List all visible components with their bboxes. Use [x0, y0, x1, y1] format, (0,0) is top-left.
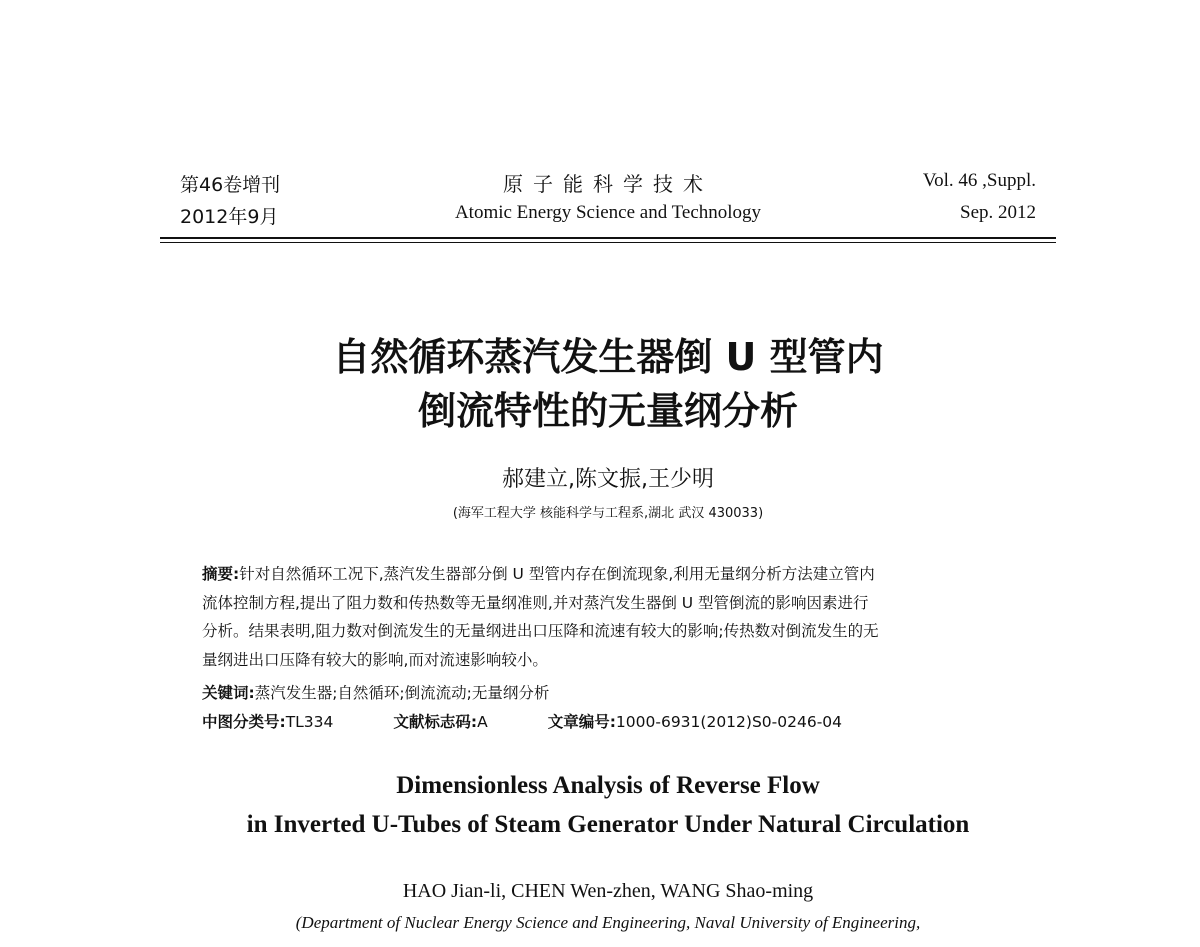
keywords-value: 蒸汽发生器;自然循环;倒流流动;无量纲分析: [254, 684, 550, 702]
volume-en: Vol. 46 ,Suppl.: [922, 170, 1036, 191]
abstract-line-1: [202, 560, 1014, 589]
abstract-label: 摘要:: [202, 565, 240, 583]
volume-cn: 第46卷增刊: [180, 174, 281, 196]
affiliation-cn: (海军工程大学 核能科学与工程系,湖北 武汉 430033): [452, 506, 764, 521]
authors-cn: 郝建立,陈文振,王少明: [502, 467, 714, 492]
date-cn: 2012年9月: [180, 206, 279, 228]
clc-value: TL334: [285, 713, 334, 731]
abstract-cn: [202, 560, 1014, 674]
authors-en: HAO Jian-li, CHEN Wen-zhen, WANG Shao-ming: [402, 880, 814, 902]
title-cn-line1: 自然循环蒸汽发生器倒 U 型管内: [332, 335, 884, 379]
clc-label: 中图分类号:: [202, 713, 286, 731]
journal-name-en: Atomic Energy Science and Technology: [454, 202, 762, 223]
keywords-label: 关键词:: [202, 684, 255, 702]
header-rule-thin: [160, 242, 1056, 243]
doc-code-value: A: [477, 713, 488, 731]
title-en-line1: Dimensionless Analysis of Reverse Flow: [396, 772, 820, 799]
abstract-line-3: 分析。结果表明,阻力数对倒流发生的无量纲进出口压降和流速有较大的影响;传热数对倒流发生的无: [202, 622, 879, 640]
abstract-line-2: 流体控制方程,提出了阻力数和传热数等无量纲准则,并对蒸汽发生器倒 U 型管倒流的影响因素进行: [202, 593, 869, 612]
abstract-line-4: 量纲进出口压降有较大的影响,而对流速影响较小。: [202, 650, 548, 669]
affiliation-en: (Department of Nuclear Energy Science and Engineering, Naval University of Engineering,: [295, 913, 921, 932]
article-no-value: 1000-6931(2012)S0-0246-04: [615, 713, 843, 731]
doc-code-label: 文献标志码:: [393, 713, 478, 731]
header-rule-thick: [160, 237, 1056, 239]
keywords-cn: [202, 681, 549, 703]
abstract-text-1: 针对自然循环工况下,蒸汽发生器部分倒 U 型管内存在倒流现象,利用无量纲分析方法建立管内: [239, 565, 875, 583]
classification-row: [202, 710, 842, 732]
title-en-line2: in Inverted U-Tubes of Steam Generator Under Natural Circulation: [246, 811, 970, 838]
journal-name-cn: 原子能科学技术: [503, 172, 713, 196]
date-en: Sep. 2012: [960, 202, 1036, 223]
article-no-label: 文章编号:: [547, 713, 616, 731]
title-cn-line2: 倒流特性的无量纲分析: [417, 389, 798, 433]
